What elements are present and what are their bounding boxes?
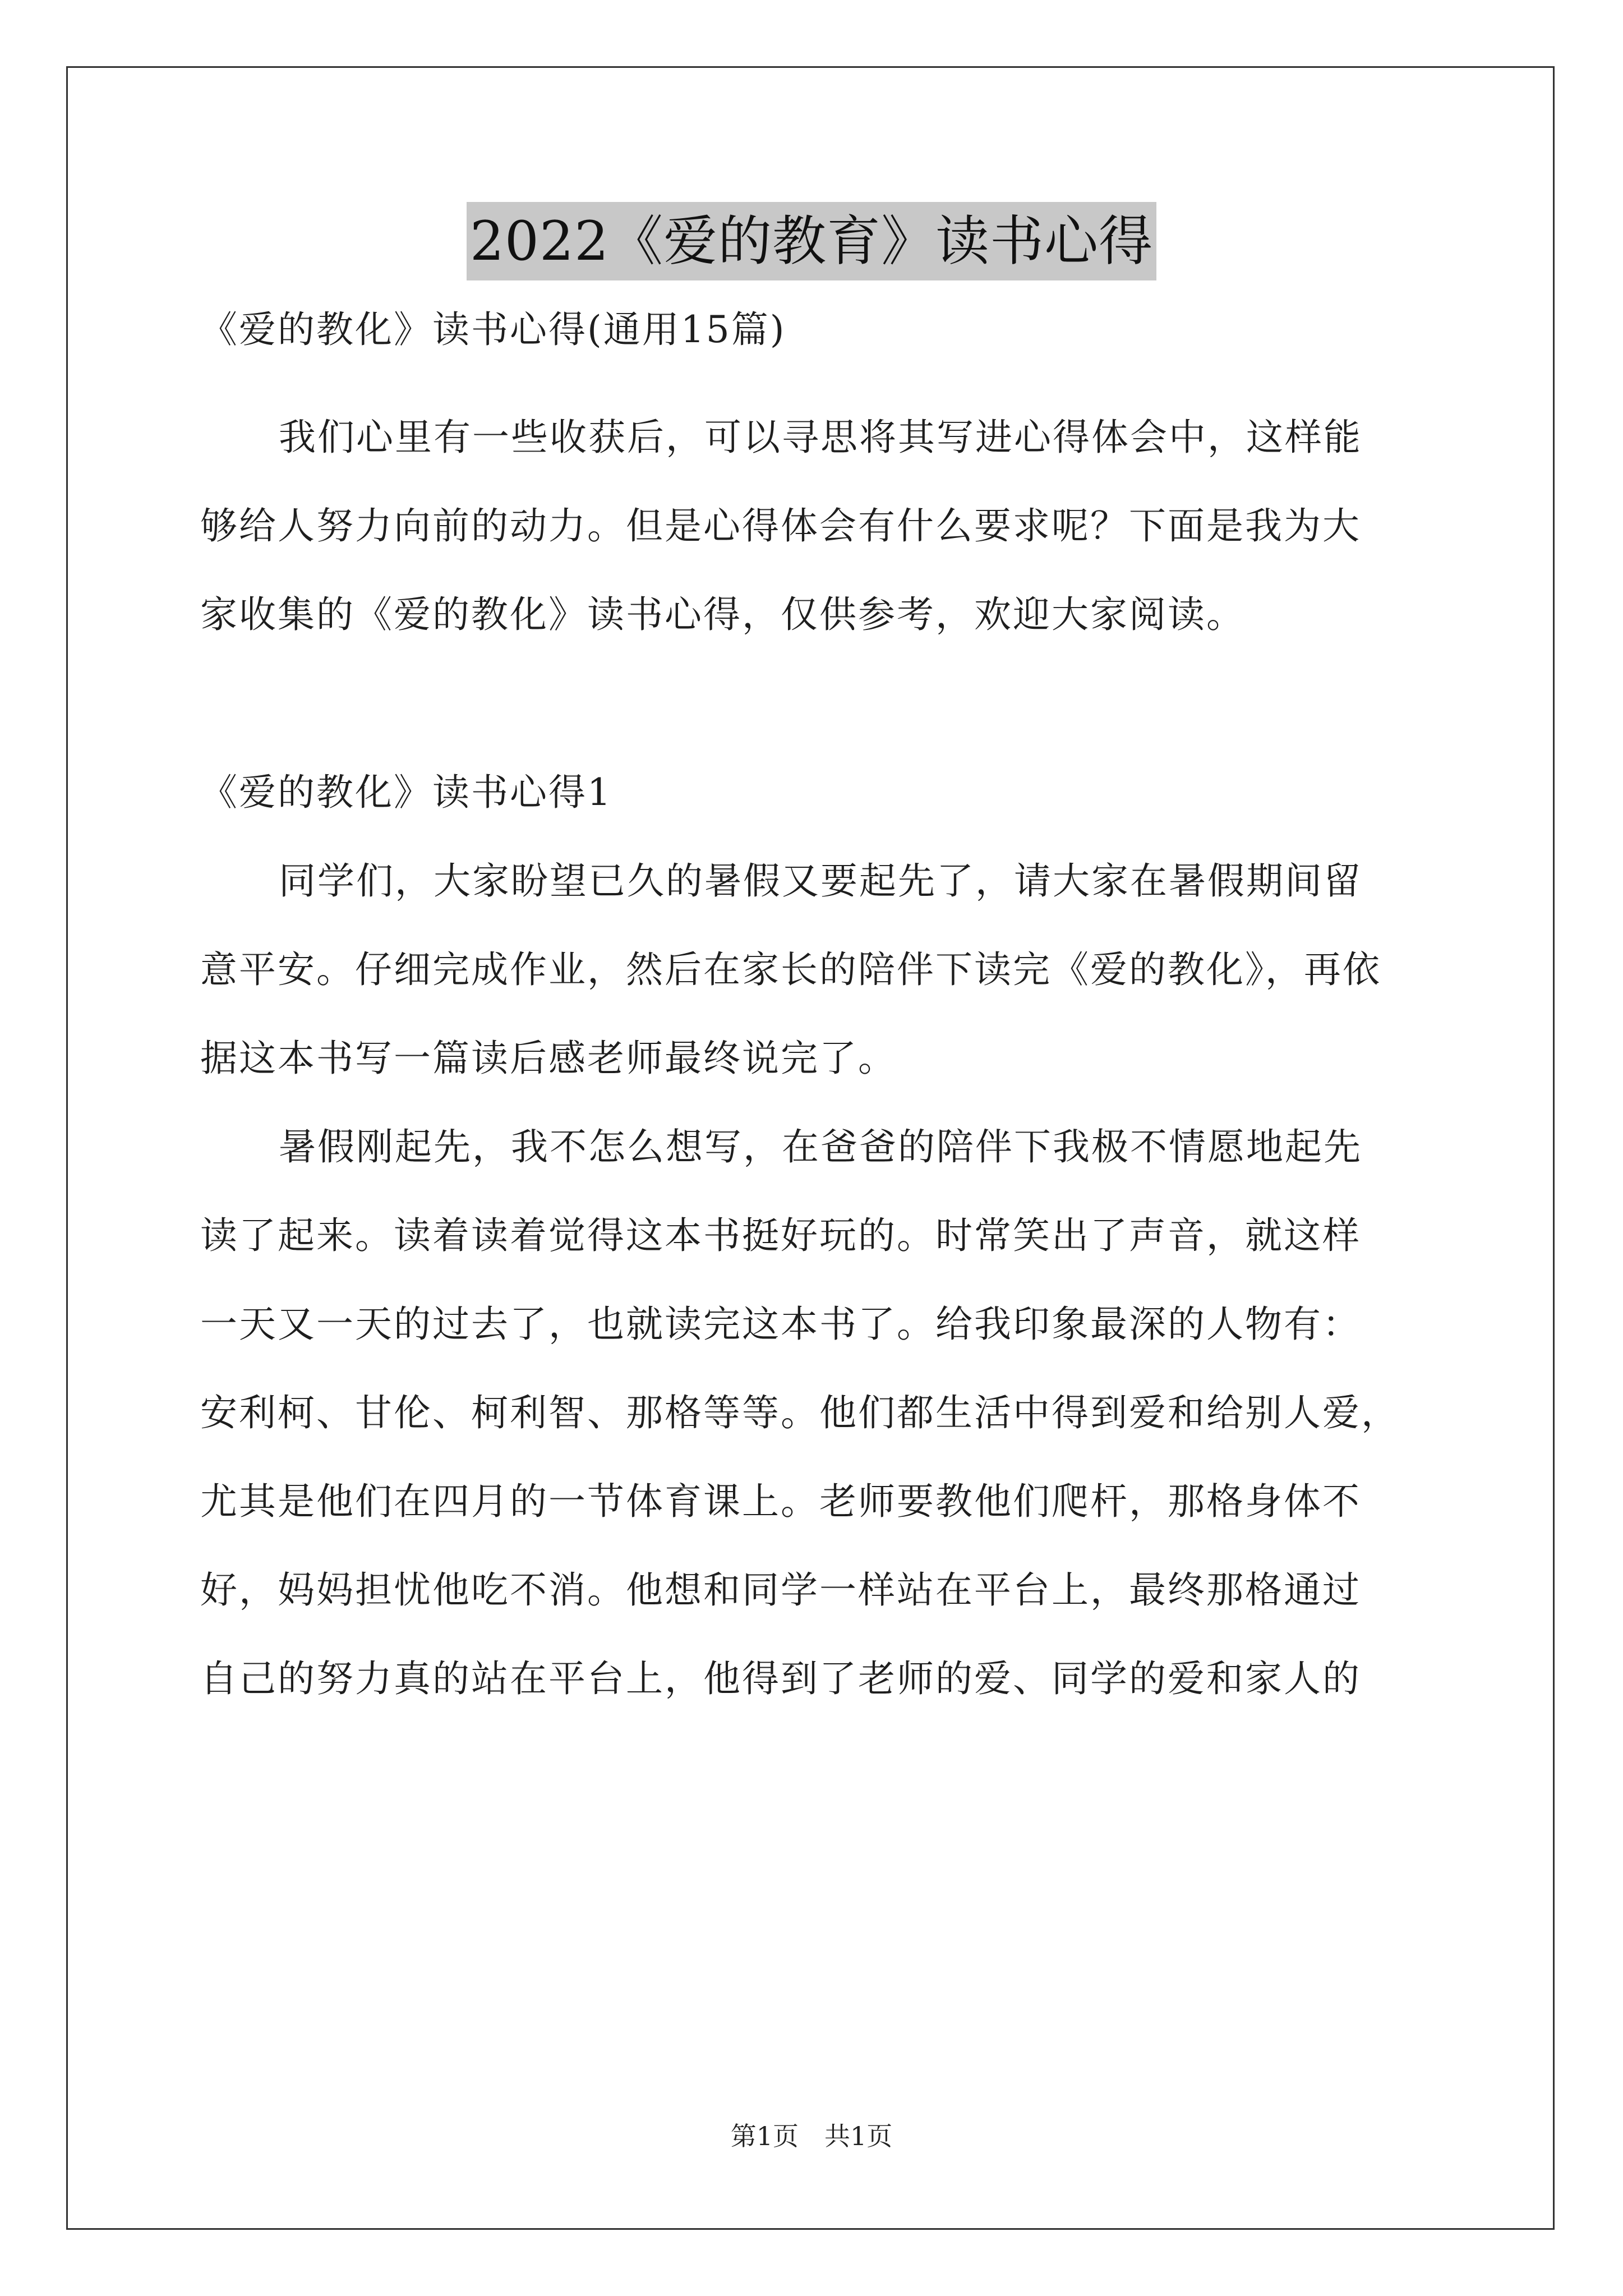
subtitle: 《爱的教化》读书心得(通用15篇) [200, 308, 786, 351]
paragraph-line: 自己的努力真的站在平台上，他得到了老师的爱、同学的爱和家人的 [200, 1657, 1361, 1700]
page-footer: 第1页 共1页 [730, 2121, 893, 2151]
document-body [200, 307, 1456, 1701]
paragraph-line: 一天又一天的过去了，也就读完这本书了。给我印象最深的人物有： [200, 1303, 1361, 1346]
paragraph-line: 安利柯、甘伦、柯利智、那格等等。他们都生活中得到爱和给别人爱， [200, 1391, 1400, 1434]
paragraph-line: 据这本书写一篇读后感老师最终说完了。 [200, 1037, 897, 1080]
paragraph-line: 同学们，大家盼望已久的暑假又要起先了，请大家在暑假期间留 [279, 859, 1362, 903]
title-container [0, 202, 1623, 280]
intro-line: 我们心里有一些收获后，可以寻思将其写进心得体会中，这样能 [279, 416, 1362, 459]
document-title: 2022《爱的教育》读书心得 [467, 202, 1156, 280]
paragraph-line: 尤其是他们在四月的一节体育课上。老师要教他们爬杆，那格身体不 [200, 1480, 1361, 1523]
paragraph-line: 暑假刚起先，我不怎么想写，在爸爸的陪伴下我极不情愿地起先 [279, 1125, 1362, 1168]
intro-line: 够给人努力向前的动力。但是心得体会有什么要求呢？下面是我为大 [200, 504, 1361, 547]
paragraph-line: 好，妈妈担忧他吃不消。他想和同学一样站在平台上，最终那格通过 [200, 1568, 1361, 1612]
intro-line: 家收集的《爱的教化》读书心得，仅供参考，欢迎大家阅读。 [200, 593, 1245, 636]
paragraph-line: 读了起来。读着读着觉得这本书挺好玩的。时常笑出了声音，就这样 [200, 1214, 1361, 1257]
section-heading: 《爱的教化》读书心得1 [200, 771, 612, 814]
paragraph-line: 意平安。仔细完成作业，然后在家长的陪伴下读完《爱的教化》，再依 [200, 948, 1381, 991]
